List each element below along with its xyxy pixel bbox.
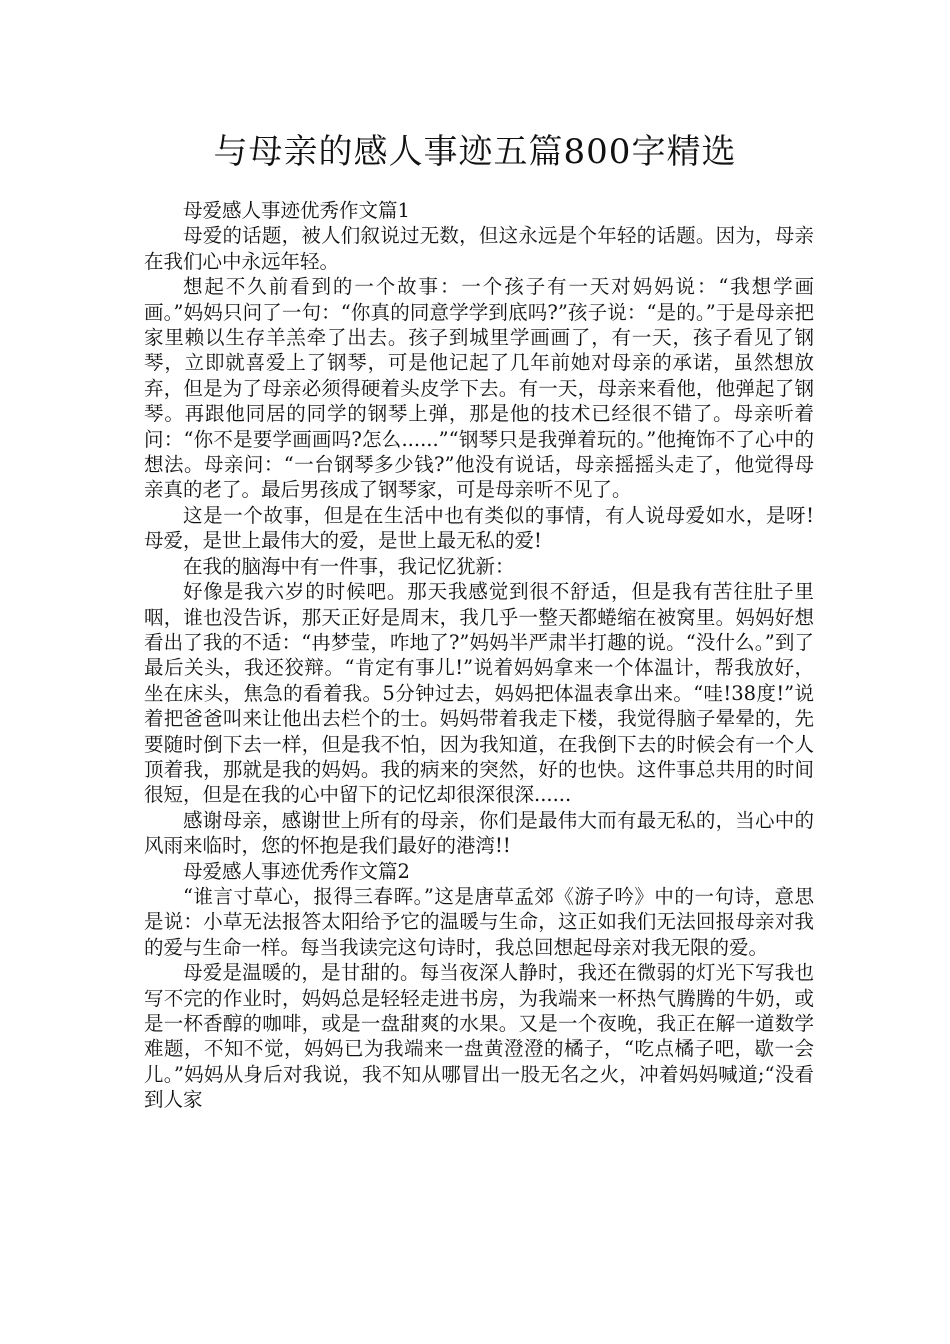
section-heading-2: 母爱感人事迹优秀作文篇2 <box>183 859 410 883</box>
paragraph: 想起不久前看到的一个故事：一个孩子有一天对妈妈说：“我想学画画。”妈妈只问了一句：“你真的同意学学到底吗?”孩子说：“是的。”于是母亲把家里赖以生存羊羔牵了出去。孩子到城里学画画了，有一天，孩子看见了钢琴，立即就喜爱上了钢琴，可是他记起了几年前她对母亲的承诺，虽然想放弃，但是为了母亲必须得硬着头皮学下去。有一天，母亲来看他，他弹起了钢琴。再跟他同居的同学的钢琴上弹，那是他的技术已经很不错了。母亲听着问：“你不是要学画画吗?怎么......”“钢琴只是我弹着玩的。”他掩饰不了心中的想法。母亲问：“一台钢琴多少钱?”他没有说话，母亲摇摇头走了，他觉得母亲真的老了。最后男孩成了钢琴家，可是母亲听不见了。 <box>144 275 814 502</box>
paragraph: 在我的脑海中有一件事，我记忆犹新： <box>183 554 515 578</box>
document-title: 与母亲的感人事迹五篇800字精选 <box>213 132 737 172</box>
paragraph: “谁言寸草心，报得三春晖。”这是唐草孟郊《游子吟》中的一句诗，意思是说：小草无法报答太阳给予它的温暖与生命，这正如我们无法回报母亲对我的爱与生命一样。每当我读完这句诗时，我总回想起母亲对我无限的爱。 <box>144 884 814 959</box>
document-body <box>144 198 814 1113</box>
section-heading-1: 母爱感人事迹优秀作文篇1 <box>183 199 410 222</box>
paragraph: 母爱的话题，被人们叙说过无数，但这永远是个年轻的话题。因为，母亲在我们心中永远年轻。 <box>144 224 814 273</box>
paragraph: 感谢母亲，感谢世上所有的母亲，你们是最伟大而有最无私的，当心中的风雨来临时，您的怀抱是我们最好的港湾!! <box>144 808 814 858</box>
paragraph: 母爱是温暖的，是甘甜的。每当夜深人静时，我还在微弱的灯光下写我也写不完的作业时，妈妈总是轻轻走进书房，为我端来一杯热气腾腾的牛奶，或是一杯香醇的咖啡，或是一盘甜爽的水果。又是一个夜晚，我正在解一道数学难题，不知不觉，妈妈已为我端来一盘黄澄澄的橘子，“吃点橘子吧，歇一会儿。”妈妈从身后对我说，我不知从哪冒出一股无名之火，冲着妈妈喊道;“没看到人家 <box>144 961 814 1112</box>
paragraph: 这是一个故事，但是在生活中也有类似的事情，有人说母爱如水，是呀!母爱，是世上最伟大的爱，是世上最无私的爱! <box>144 503 814 553</box>
paragraph: 好像是我六岁的时候吧。那天我感觉到很不舒适，但是我有苦往肚子里咽，谁也没告诉，那天正好是周末，我几乎一整天都蜷缩在被窝里。妈妈好想看出了我的不适：“冉梦莹，咋地了?”妈妈半严肃半打趣的说。“没什么。”到了最后关头，我还狡辩。“肯定有事儿!”说着妈妈拿来一个体温计，帮我放好，坐在床头，焦急的看着我。5分钟过去，妈妈把体温表拿出来。“哇!38度!”说着把爸爸叫来让他出去栏个的士。妈妈带着我走下楼，我觉得脑子晕晕的，先要随时倒下去一样，但是我不怕，因为我知道，在我倒下去的时候会有一个人顶着我，那就是我的妈妈。我的病来的突然，好的也快。这件事总共用的时间很短，但是在我的心中留下的记忆却很深很深...... <box>144 580 814 807</box>
